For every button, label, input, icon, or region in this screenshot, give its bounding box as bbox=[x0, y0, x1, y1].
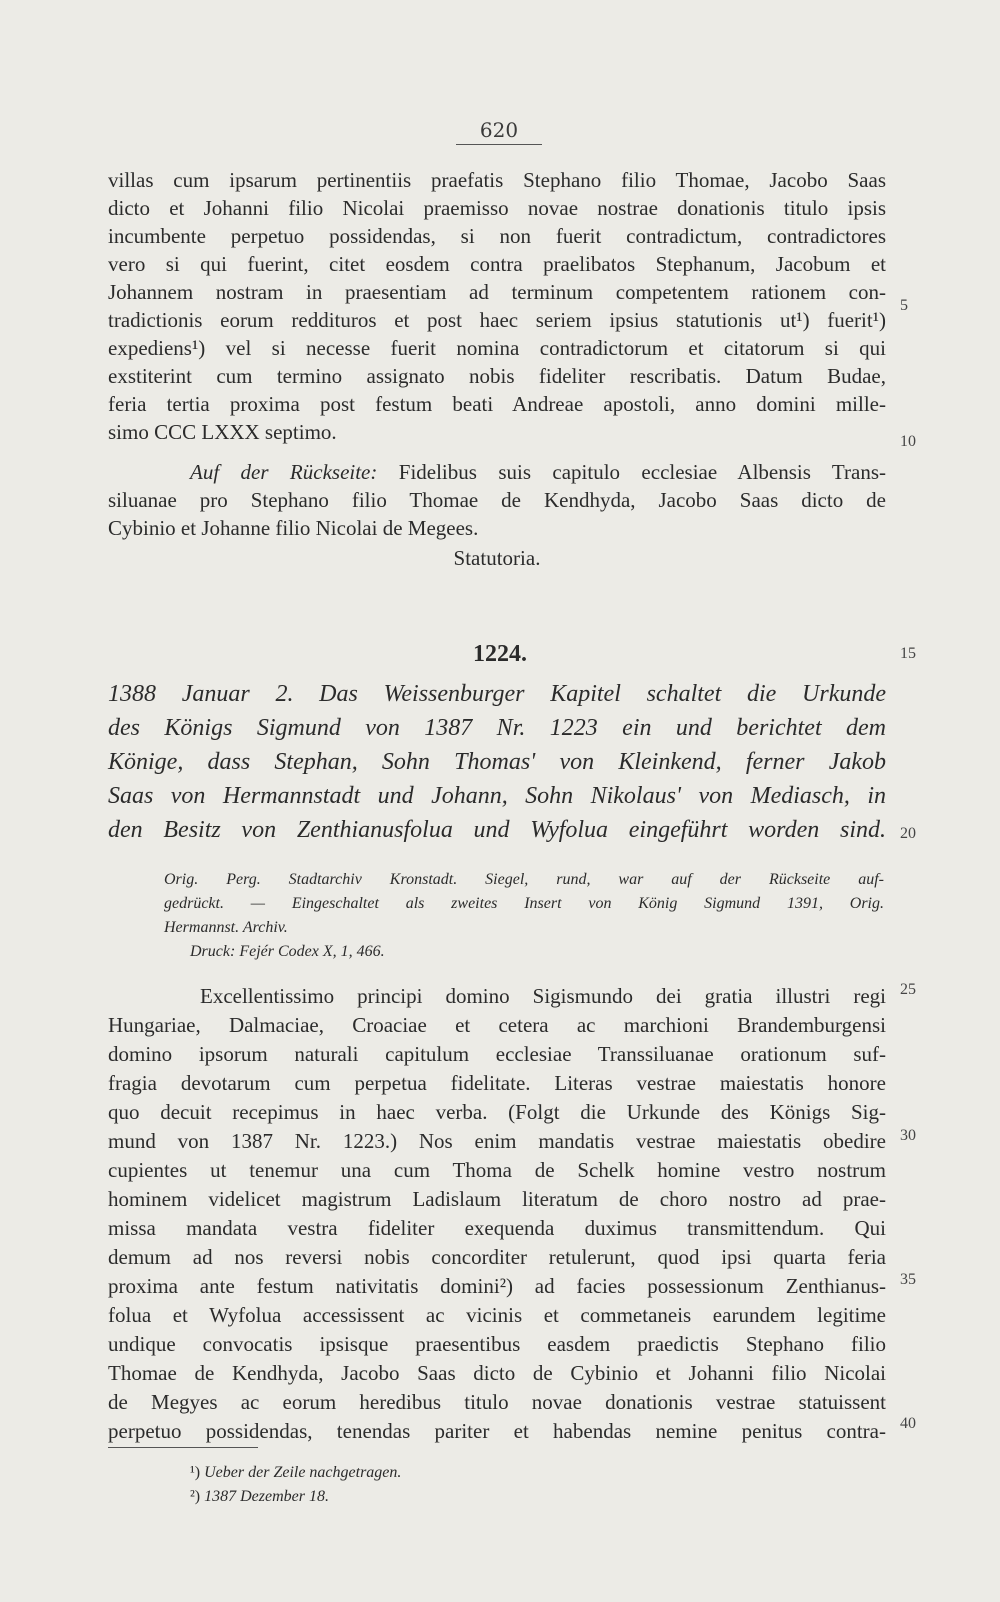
text-line: dicto et Johanni filio Nicolai praemisso novae nostrae donationis titulo ipsis bbox=[108, 196, 886, 220]
text-line: Johannem nostram in praesentiam ad terminum competentem rationem con- bbox=[108, 280, 886, 304]
text-line: Hungariae, Dalmaciae, Croaciae et cetera ac marchioni Brandemburgensi bbox=[108, 1013, 886, 1037]
text-line: Thomae de Kendhyda, Jacobo Saas dicto de Cybinio et Johanni filio Nicolai bbox=[108, 1361, 886, 1385]
footnote-mark: ¹) bbox=[190, 1464, 201, 1481]
text-line: tradictionis eorum reddituros et post haec seriem ipsius statutionis ut¹) fuerit¹) bbox=[108, 308, 886, 332]
text-line: exstiterint cum termino assignato nobis fideliter rescribatis. Datum Budae, bbox=[108, 364, 886, 388]
text-line: demum ad nos reversi nobis concorditer retulerunt, quod ipsi quarta feria bbox=[108, 1245, 886, 1269]
text-line: undique convocatis ipsisque praesentibus easdem praedictis Stephano filio bbox=[108, 1332, 886, 1356]
text-line: domino ipsorum naturali capitulum ecclesiae Transsiluanae orationum suf- bbox=[108, 1042, 886, 1066]
dorsal-label: Auf der Rückseite: bbox=[190, 460, 378, 484]
line-number: 20 bbox=[900, 825, 916, 842]
text-line: folua et Wyfolua accessissent ac vicinis et commetaneis earundem legitime bbox=[108, 1303, 886, 1327]
line-number: 5 bbox=[900, 297, 908, 314]
print-reference: Druck: Fejér Codex X, 1, 466. bbox=[190, 943, 385, 960]
text-line: de Megyes ac eorum heredibus titulo novae donationis vestrae statuissent bbox=[108, 1390, 886, 1414]
text-line: mund von 1387 Nr. 1223.) Nos enim mandatis vestrae maiestatis obedire bbox=[108, 1129, 886, 1153]
line-number: 10 bbox=[900, 433, 916, 450]
source-note-line: gedrückt. — Eingeschaltet als zweites Insert von König Sigmund 1391, Orig. bbox=[164, 895, 884, 912]
dorsal-line bbox=[190, 458, 886, 486]
text-line: missa mandata vestra fideliter exequenda duximus transmittendum. Qui bbox=[108, 1216, 886, 1240]
footnote bbox=[190, 1486, 329, 1508]
line-number: 15 bbox=[900, 645, 916, 662]
text-line: perpetuo possidendas, tenendas pariter et habendas nemine penitus contra- bbox=[108, 1419, 886, 1443]
regest-line: des Königs Sigmund von 1387 Nr. 1223 ein und berichtet dem bbox=[108, 715, 886, 741]
text-line: hominem videlicet magistrum Ladislaum literatum de choro nostro ad prae- bbox=[108, 1187, 886, 1211]
text-line: Excellentissimo principi domino Sigismundo dei gratia illustri regi bbox=[200, 984, 886, 1008]
footnote-text: 1387 Dezember 18. bbox=[204, 1488, 329, 1505]
line-number: 35 bbox=[900, 1271, 916, 1288]
text-line: cupientes ut tenemur una cum Thoma de Schelk homine vestro nostrum bbox=[108, 1158, 886, 1182]
line-number: 25 bbox=[900, 981, 916, 998]
regest-line: 1388 Januar 2. Das Weissenburger Kapitel schaltet die Urkunde bbox=[108, 681, 886, 707]
text-line: quo decuit recepimus in haec verba. (Folgt die Urkunde des Königs Sig- bbox=[108, 1100, 886, 1124]
text-line: simo CCC LXXX septimo. bbox=[108, 420, 337, 444]
regest-line: Könige, dass Stephan, Sohn Thomas' von Kleinkend, ferner Jakob bbox=[108, 749, 886, 775]
source-note-line: Hermannst. Archiv. bbox=[164, 919, 288, 936]
page-number: 620 bbox=[456, 118, 542, 145]
text-line: vero si qui fuerint, citet eosdem contra praelibatos Stephanum, Jacobum et bbox=[108, 252, 886, 276]
statutoria-label: Statutoria. bbox=[453, 546, 541, 570]
source-note-line: Orig. Perg. Stadtarchiv Kronstadt. Siegel, rund, war auf der Rückseite auf- bbox=[164, 871, 884, 888]
text-line: proxima ante festum nativitatis domini²) ad facies possessionum Zenthianus- bbox=[108, 1274, 886, 1298]
footnote-text: Ueber der Zeile nachgetragen. bbox=[204, 1464, 402, 1481]
text-line: fragia devotarum cum perpetua fidelitate. Literas vestrae maiestatis honore bbox=[108, 1071, 886, 1095]
footnote-rule bbox=[108, 1447, 258, 1448]
dorsal-line: siluanae pro Stephano filio Thomae de Kendhyda, Jacobo Saas dicto de bbox=[108, 488, 886, 512]
dorsal-text: Fidelibus suis capitulo ecclesiae Albensis Trans- bbox=[398, 460, 886, 484]
text-line: incumbente perpetuo possidendas, si non fuerit contradictum, contradictores bbox=[108, 224, 886, 248]
text-line: villas cum ipsarum pertinentiis praefatis Stephano filio Thomae, Jacobo Saas bbox=[108, 168, 886, 192]
line-number: 40 bbox=[900, 1415, 916, 1432]
text-line: feria tertia proxima post festum beati Andreae apostoli, anno domini mille- bbox=[108, 392, 886, 416]
regest-line: Saas von Hermannstadt und Johann, Sohn Nikolaus' von Mediasch, in bbox=[108, 783, 886, 809]
regest-line: den Besitz von Zenthianusfolua und Wyfolua eingeführt worden sind. bbox=[108, 817, 886, 843]
text-line: expediens¹) vel si necesse fuerit nomina contradictorum et citatorum si qui bbox=[108, 336, 886, 360]
dorsal-line: Cybinio et Johanne filio Nicolai de Megees. bbox=[108, 516, 479, 540]
footnote bbox=[190, 1462, 401, 1484]
line-number: 30 bbox=[900, 1127, 916, 1144]
document-number: 1224. bbox=[473, 641, 527, 667]
footnote-mark: ²) bbox=[190, 1488, 201, 1505]
